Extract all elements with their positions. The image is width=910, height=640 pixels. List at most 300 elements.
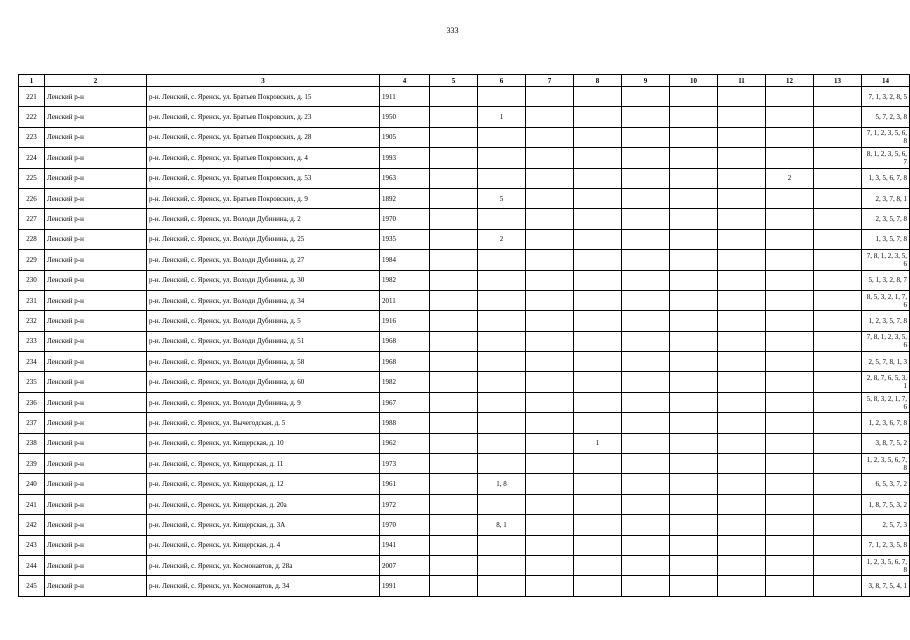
column-header-1: 1 (19, 75, 45, 87)
col10-cell (670, 270, 718, 290)
col8-cell (574, 331, 622, 351)
col13-cell (814, 127, 862, 147)
col13-cell (814, 535, 862, 555)
col5-cell (430, 392, 478, 412)
col12-cell (766, 270, 814, 290)
table-row (19, 474, 910, 494)
col9-cell (622, 372, 670, 392)
table-row (19, 311, 910, 331)
col6-cell (478, 311, 526, 331)
col12-cell (766, 107, 814, 127)
col5-cell (430, 209, 478, 229)
col7-cell (526, 576, 574, 596)
col11-cell (718, 311, 766, 331)
col8-cell (574, 413, 622, 433)
col6-cell (478, 494, 526, 514)
col7-cell (526, 87, 574, 107)
col11-cell (718, 454, 766, 474)
col14-cell: 3, 8, 7, 5, 4, 1 (862, 576, 910, 596)
column-header-13: 13 (814, 75, 862, 87)
col14-cell: 5, 8, 3, 2, 1, 7, 6 (862, 392, 910, 412)
col9-cell (622, 331, 670, 351)
col9-cell (622, 433, 670, 453)
column-header-3: 3 (147, 75, 380, 87)
col8-cell (574, 311, 622, 331)
col8-cell (574, 494, 622, 514)
table-row (19, 555, 910, 575)
col10-cell (670, 494, 718, 514)
table-row (19, 372, 910, 392)
col12-cell (766, 209, 814, 229)
col11-cell (718, 250, 766, 270)
col12-cell (766, 127, 814, 147)
district-cell: Ленский р-н (45, 413, 147, 433)
col9-cell (622, 352, 670, 372)
col5-cell (430, 229, 478, 249)
col12-cell (766, 311, 814, 331)
col9-cell (622, 494, 670, 514)
col7-cell (526, 107, 574, 127)
district-cell: Ленский р-н (45, 250, 147, 270)
page-number: 333 (446, 26, 459, 35)
table-row (19, 229, 910, 249)
col11-cell (718, 87, 766, 107)
address-cell: р-н. Ленский, с. Яренск, ул. Кищерская, д. 12 (147, 474, 380, 494)
district-cell: Ленский р-н (45, 127, 147, 147)
col10-cell (670, 555, 718, 575)
col7-cell (526, 290, 574, 310)
col5-cell (430, 148, 478, 168)
col14-cell: 1, 3, 5, 6, 7, 8 (862, 168, 910, 188)
row-number-cell: 227 (19, 209, 45, 229)
column-header-4: 4 (380, 75, 430, 87)
col11-cell (718, 290, 766, 310)
col12-cell (766, 188, 814, 208)
col9-cell (622, 515, 670, 535)
col8-cell (574, 107, 622, 127)
col6-cell (478, 555, 526, 575)
col8-cell (574, 352, 622, 372)
col5-cell (430, 494, 478, 514)
col12-cell (766, 392, 814, 412)
col5-cell (430, 168, 478, 188)
col14-cell: 1, 2, 3, 5, 6, 7, 8 (862, 454, 910, 474)
col7-cell (526, 535, 574, 555)
table-row (19, 515, 910, 535)
address-cell: р-н. Ленский, с. Яренск, ул. Братьев Покровских, д. 15 (147, 87, 380, 107)
table-body (19, 87, 910, 597)
col5-cell (430, 433, 478, 453)
col14-cell: 7, 8, 1, 2, 3, 5, 6 (862, 250, 910, 270)
table-row (19, 494, 910, 514)
address-cell: р-н. Ленский, с. Яренск, ул. Братьев Покровских, д. 53 (147, 168, 380, 188)
address-cell: р-н. Ленский, с. Яренск, ул. Кищерская, д. 4 (147, 535, 380, 555)
col9-cell (622, 270, 670, 290)
address-cell: р-н. Ленский, с. Яренск, ул. Володи Дубинина, д. 58 (147, 352, 380, 372)
col8-cell (574, 290, 622, 310)
year-cell: 1973 (380, 454, 430, 474)
col14-cell: 7, 1, 2, 3, 5, 6, 8 (862, 127, 910, 147)
col10-cell (670, 209, 718, 229)
year-cell: 1982 (380, 372, 430, 392)
year-cell: 1961 (380, 474, 430, 494)
col8-cell (574, 474, 622, 494)
year-cell: 1993 (380, 148, 430, 168)
year-cell: 1892 (380, 188, 430, 208)
district-cell: Ленский р-н (45, 535, 147, 555)
col10-cell (670, 535, 718, 555)
col12-cell (766, 494, 814, 514)
district-cell: Ленский р-н (45, 515, 147, 535)
col7-cell (526, 188, 574, 208)
col6-cell: 2 (478, 229, 526, 249)
col7-cell (526, 148, 574, 168)
table-row (19, 413, 910, 433)
col6-cell (478, 127, 526, 147)
col6-cell: 1, 8 (478, 474, 526, 494)
district-cell: Ленский р-н (45, 576, 147, 596)
col9-cell (622, 250, 670, 270)
district-cell: Ленский р-н (45, 494, 147, 514)
row-number-cell: 242 (19, 515, 45, 535)
address-cell: р-н. Ленский, с. Яренск, ул. Володи Дубинина, д. 51 (147, 331, 380, 351)
district-cell: Ленский р-н (45, 229, 147, 249)
col13-cell (814, 107, 862, 127)
district-cell: Ленский р-н (45, 331, 147, 351)
col14-cell: 2, 8, 7, 6, 5, 3, 1 (862, 372, 910, 392)
col7-cell (526, 311, 574, 331)
col6-cell: 1 (478, 107, 526, 127)
col13-cell (814, 270, 862, 290)
table-row (19, 127, 910, 147)
col5-cell (430, 535, 478, 555)
district-cell: Ленский р-н (45, 209, 147, 229)
row-number-cell: 231 (19, 290, 45, 310)
col13-cell (814, 168, 862, 188)
row-number-cell: 236 (19, 392, 45, 412)
year-cell: 1916 (380, 311, 430, 331)
col11-cell (718, 270, 766, 290)
col8-cell (574, 515, 622, 535)
col9-cell (622, 576, 670, 596)
address-cell: р-н. Ленский, с. Яренск, ул. Володи Дубинина, д. 30 (147, 270, 380, 290)
district-cell: Ленский р-н (45, 392, 147, 412)
col6-cell (478, 87, 526, 107)
year-cell: 1911 (380, 87, 430, 107)
col11-cell (718, 433, 766, 453)
col5-cell (430, 454, 478, 474)
col9-cell (622, 188, 670, 208)
table-header (19, 75, 910, 87)
col6-cell (478, 168, 526, 188)
col9-cell (622, 290, 670, 310)
col7-cell (526, 331, 574, 351)
table-row (19, 270, 910, 290)
address-cell: р-н. Ленский, с. Яренск, ул. Володи Дубинина, д. 34 (147, 290, 380, 310)
col7-cell (526, 270, 574, 290)
table-row (19, 392, 910, 412)
col6-cell (478, 352, 526, 372)
col13-cell (814, 454, 862, 474)
table-row (19, 433, 910, 453)
row-number-cell: 226 (19, 188, 45, 208)
col13-cell (814, 413, 862, 433)
col12-cell (766, 148, 814, 168)
col5-cell (430, 188, 478, 208)
col5-cell (430, 127, 478, 147)
table-row (19, 331, 910, 351)
row-number-cell: 239 (19, 454, 45, 474)
col14-cell: 1, 2, 3, 5, 7, 8 (862, 311, 910, 331)
col9-cell (622, 229, 670, 249)
district-cell: Ленский р-н (45, 107, 147, 127)
col8-cell (574, 250, 622, 270)
col6-cell: 8, 1 (478, 515, 526, 535)
col9-cell (622, 454, 670, 474)
table-row (19, 148, 910, 168)
col7-cell (526, 209, 574, 229)
col12-cell (766, 474, 814, 494)
col14-cell: 1, 2, 3, 5, 6, 7, 8 (862, 555, 910, 575)
col13-cell (814, 188, 862, 208)
row-number-cell: 238 (19, 433, 45, 453)
year-cell: 1967 (380, 392, 430, 412)
col14-cell: 6, 5, 3, 7, 2 (862, 474, 910, 494)
col9-cell (622, 209, 670, 229)
col12-cell (766, 250, 814, 270)
col5-cell (430, 87, 478, 107)
address-cell: р-н. Ленский, с. Яренск, ул. Кищерская, д. 10 (147, 433, 380, 453)
col11-cell (718, 331, 766, 351)
col9-cell (622, 555, 670, 575)
table-row (19, 107, 910, 127)
district-cell: Ленский р-н (45, 188, 147, 208)
col11-cell (718, 576, 766, 596)
address-cell: р-н. Ленский, с. Яренск, ул. Братьев Покровских, д. 4 (147, 148, 380, 168)
col6-cell (478, 433, 526, 453)
col11-cell (718, 188, 766, 208)
col11-cell (718, 209, 766, 229)
col5-cell (430, 555, 478, 575)
address-cell: р-н. Ленский, с. Яренск, ул. Братьев Покровских, д. 23 (147, 107, 380, 127)
col7-cell (526, 433, 574, 453)
col6-cell (478, 413, 526, 433)
col10-cell (670, 413, 718, 433)
col10-cell (670, 290, 718, 310)
row-number-cell: 232 (19, 311, 45, 331)
district-cell: Ленский р-н (45, 454, 147, 474)
col13-cell (814, 392, 862, 412)
year-cell: 1988 (380, 413, 430, 433)
col12-cell: 2 (766, 168, 814, 188)
table-row (19, 168, 910, 188)
year-cell: 1950 (380, 107, 430, 127)
col14-cell: 8, 1, 2, 3, 5, 6, 7 (862, 148, 910, 168)
row-number-cell: 235 (19, 372, 45, 392)
col13-cell (814, 372, 862, 392)
col9-cell (622, 392, 670, 412)
col13-cell (814, 250, 862, 270)
column-header-12: 12 (766, 75, 814, 87)
col7-cell (526, 352, 574, 372)
register-table (18, 74, 910, 597)
col7-cell (526, 127, 574, 147)
col7-cell (526, 474, 574, 494)
col5-cell (430, 290, 478, 310)
row-number-cell: 244 (19, 555, 45, 575)
district-cell: Ленский р-н (45, 352, 147, 372)
year-cell: 1972 (380, 494, 430, 514)
col5-cell (430, 413, 478, 433)
col7-cell (526, 515, 574, 535)
col14-cell: 5, 7, 2, 3, 8 (862, 107, 910, 127)
col12-cell (766, 413, 814, 433)
row-number-cell: 240 (19, 474, 45, 494)
year-cell: 1935 (380, 229, 430, 249)
district-cell: Ленский р-н (45, 168, 147, 188)
year-cell: 1962 (380, 433, 430, 453)
col13-cell (814, 515, 862, 535)
col9-cell (622, 87, 670, 107)
col11-cell (718, 229, 766, 249)
col12-cell (766, 87, 814, 107)
col12-cell (766, 290, 814, 310)
col11-cell (718, 474, 766, 494)
row-number-cell: 230 (19, 270, 45, 290)
address-cell: р-н. Ленский, с. Яренск, ул. Володи Дубинина, д. 60 (147, 372, 380, 392)
col5-cell (430, 352, 478, 372)
col14-cell: 1, 3, 5, 7, 8 (862, 229, 910, 249)
row-number-cell: 233 (19, 331, 45, 351)
col7-cell (526, 229, 574, 249)
row-number-cell: 234 (19, 352, 45, 372)
col11-cell (718, 392, 766, 412)
district-cell: Ленский р-н (45, 555, 147, 575)
table-row (19, 535, 910, 555)
col6-cell: 5 (478, 188, 526, 208)
col6-cell (478, 250, 526, 270)
col7-cell (526, 413, 574, 433)
column-header-9: 9 (622, 75, 670, 87)
col14-cell: 5, 1, 3, 2, 8, 7 (862, 270, 910, 290)
col5-cell (430, 311, 478, 331)
col5-cell (430, 515, 478, 535)
address-cell: р-н. Ленский, с. Яренск, ул. Володи Дубинина, д. 2 (147, 209, 380, 229)
year-cell: 1905 (380, 127, 430, 147)
col12-cell (766, 555, 814, 575)
col10-cell (670, 148, 718, 168)
col6-cell (478, 392, 526, 412)
table-row (19, 87, 910, 107)
row-number-cell: 237 (19, 413, 45, 433)
address-cell: р-н. Ленский, с. Яренск, ул. Володи Дубинина, д. 27 (147, 250, 380, 270)
col10-cell (670, 372, 718, 392)
district-cell: Ленский р-н (45, 474, 147, 494)
column-header-5: 5 (430, 75, 478, 87)
row-number-cell: 222 (19, 107, 45, 127)
col11-cell (718, 148, 766, 168)
col13-cell (814, 555, 862, 575)
table-row (19, 290, 910, 310)
district-cell: Ленский р-н (45, 372, 147, 392)
col7-cell (526, 392, 574, 412)
column-header-14: 14 (862, 75, 910, 87)
col6-cell (478, 454, 526, 474)
table-row (19, 576, 910, 596)
row-number-cell: 221 (19, 87, 45, 107)
col13-cell (814, 87, 862, 107)
year-cell: 2007 (380, 555, 430, 575)
col9-cell (622, 127, 670, 147)
col8-cell (574, 148, 622, 168)
year-cell: 2011 (380, 290, 430, 310)
col9-cell (622, 413, 670, 433)
address-cell: р-н. Ленский, с. Яренск, ул. Кищерская, д. 3А (147, 515, 380, 535)
year-cell: 1991 (380, 576, 430, 596)
col14-cell: 7, 1, 3, 2, 8, 5 (862, 87, 910, 107)
col11-cell (718, 494, 766, 514)
col12-cell (766, 433, 814, 453)
col5-cell (430, 250, 478, 270)
row-number-cell: 223 (19, 127, 45, 147)
col9-cell (622, 168, 670, 188)
col6-cell (478, 148, 526, 168)
address-cell: р-н. Ленский, с. Яренск, ул. Володи Дубинина, д. 25 (147, 229, 380, 249)
col11-cell (718, 352, 766, 372)
col11-cell (718, 413, 766, 433)
column-header-10: 10 (670, 75, 718, 87)
column-header-2: 2 (45, 75, 147, 87)
column-header-7: 7 (526, 75, 574, 87)
header-row (19, 75, 910, 87)
col13-cell (814, 433, 862, 453)
col14-cell: 8, 5, 3, 2, 1, 7, 6 (862, 290, 910, 310)
col10-cell (670, 168, 718, 188)
col14-cell: 2, 3, 7, 8, 1 (862, 188, 910, 208)
row-number-cell: 224 (19, 148, 45, 168)
col8-cell (574, 168, 622, 188)
col8-cell (574, 535, 622, 555)
col12-cell (766, 352, 814, 372)
col5-cell (430, 474, 478, 494)
col13-cell (814, 576, 862, 596)
col11-cell (718, 555, 766, 575)
col14-cell: 2, 3, 5, 7, 8 (862, 209, 910, 229)
col13-cell (814, 352, 862, 372)
col8-cell (574, 392, 622, 412)
col9-cell (622, 474, 670, 494)
district-cell: Ленский р-н (45, 311, 147, 331)
col10-cell (670, 515, 718, 535)
district-cell: Ленский р-н (45, 270, 147, 290)
column-header-6: 6 (478, 75, 526, 87)
col8-cell (574, 209, 622, 229)
col13-cell (814, 229, 862, 249)
address-cell: р-н. Ленский, с. Яренск, ул. Братьев Покровских, д. 9 (147, 188, 380, 208)
col11-cell (718, 535, 766, 555)
col13-cell (814, 494, 862, 514)
col12-cell (766, 229, 814, 249)
col13-cell (814, 474, 862, 494)
table-row (19, 209, 910, 229)
row-number-cell: 243 (19, 535, 45, 555)
row-number-cell: 229 (19, 250, 45, 270)
col5-cell (430, 331, 478, 351)
col9-cell (622, 311, 670, 331)
col11-cell (718, 372, 766, 392)
col7-cell (526, 494, 574, 514)
col10-cell (670, 331, 718, 351)
